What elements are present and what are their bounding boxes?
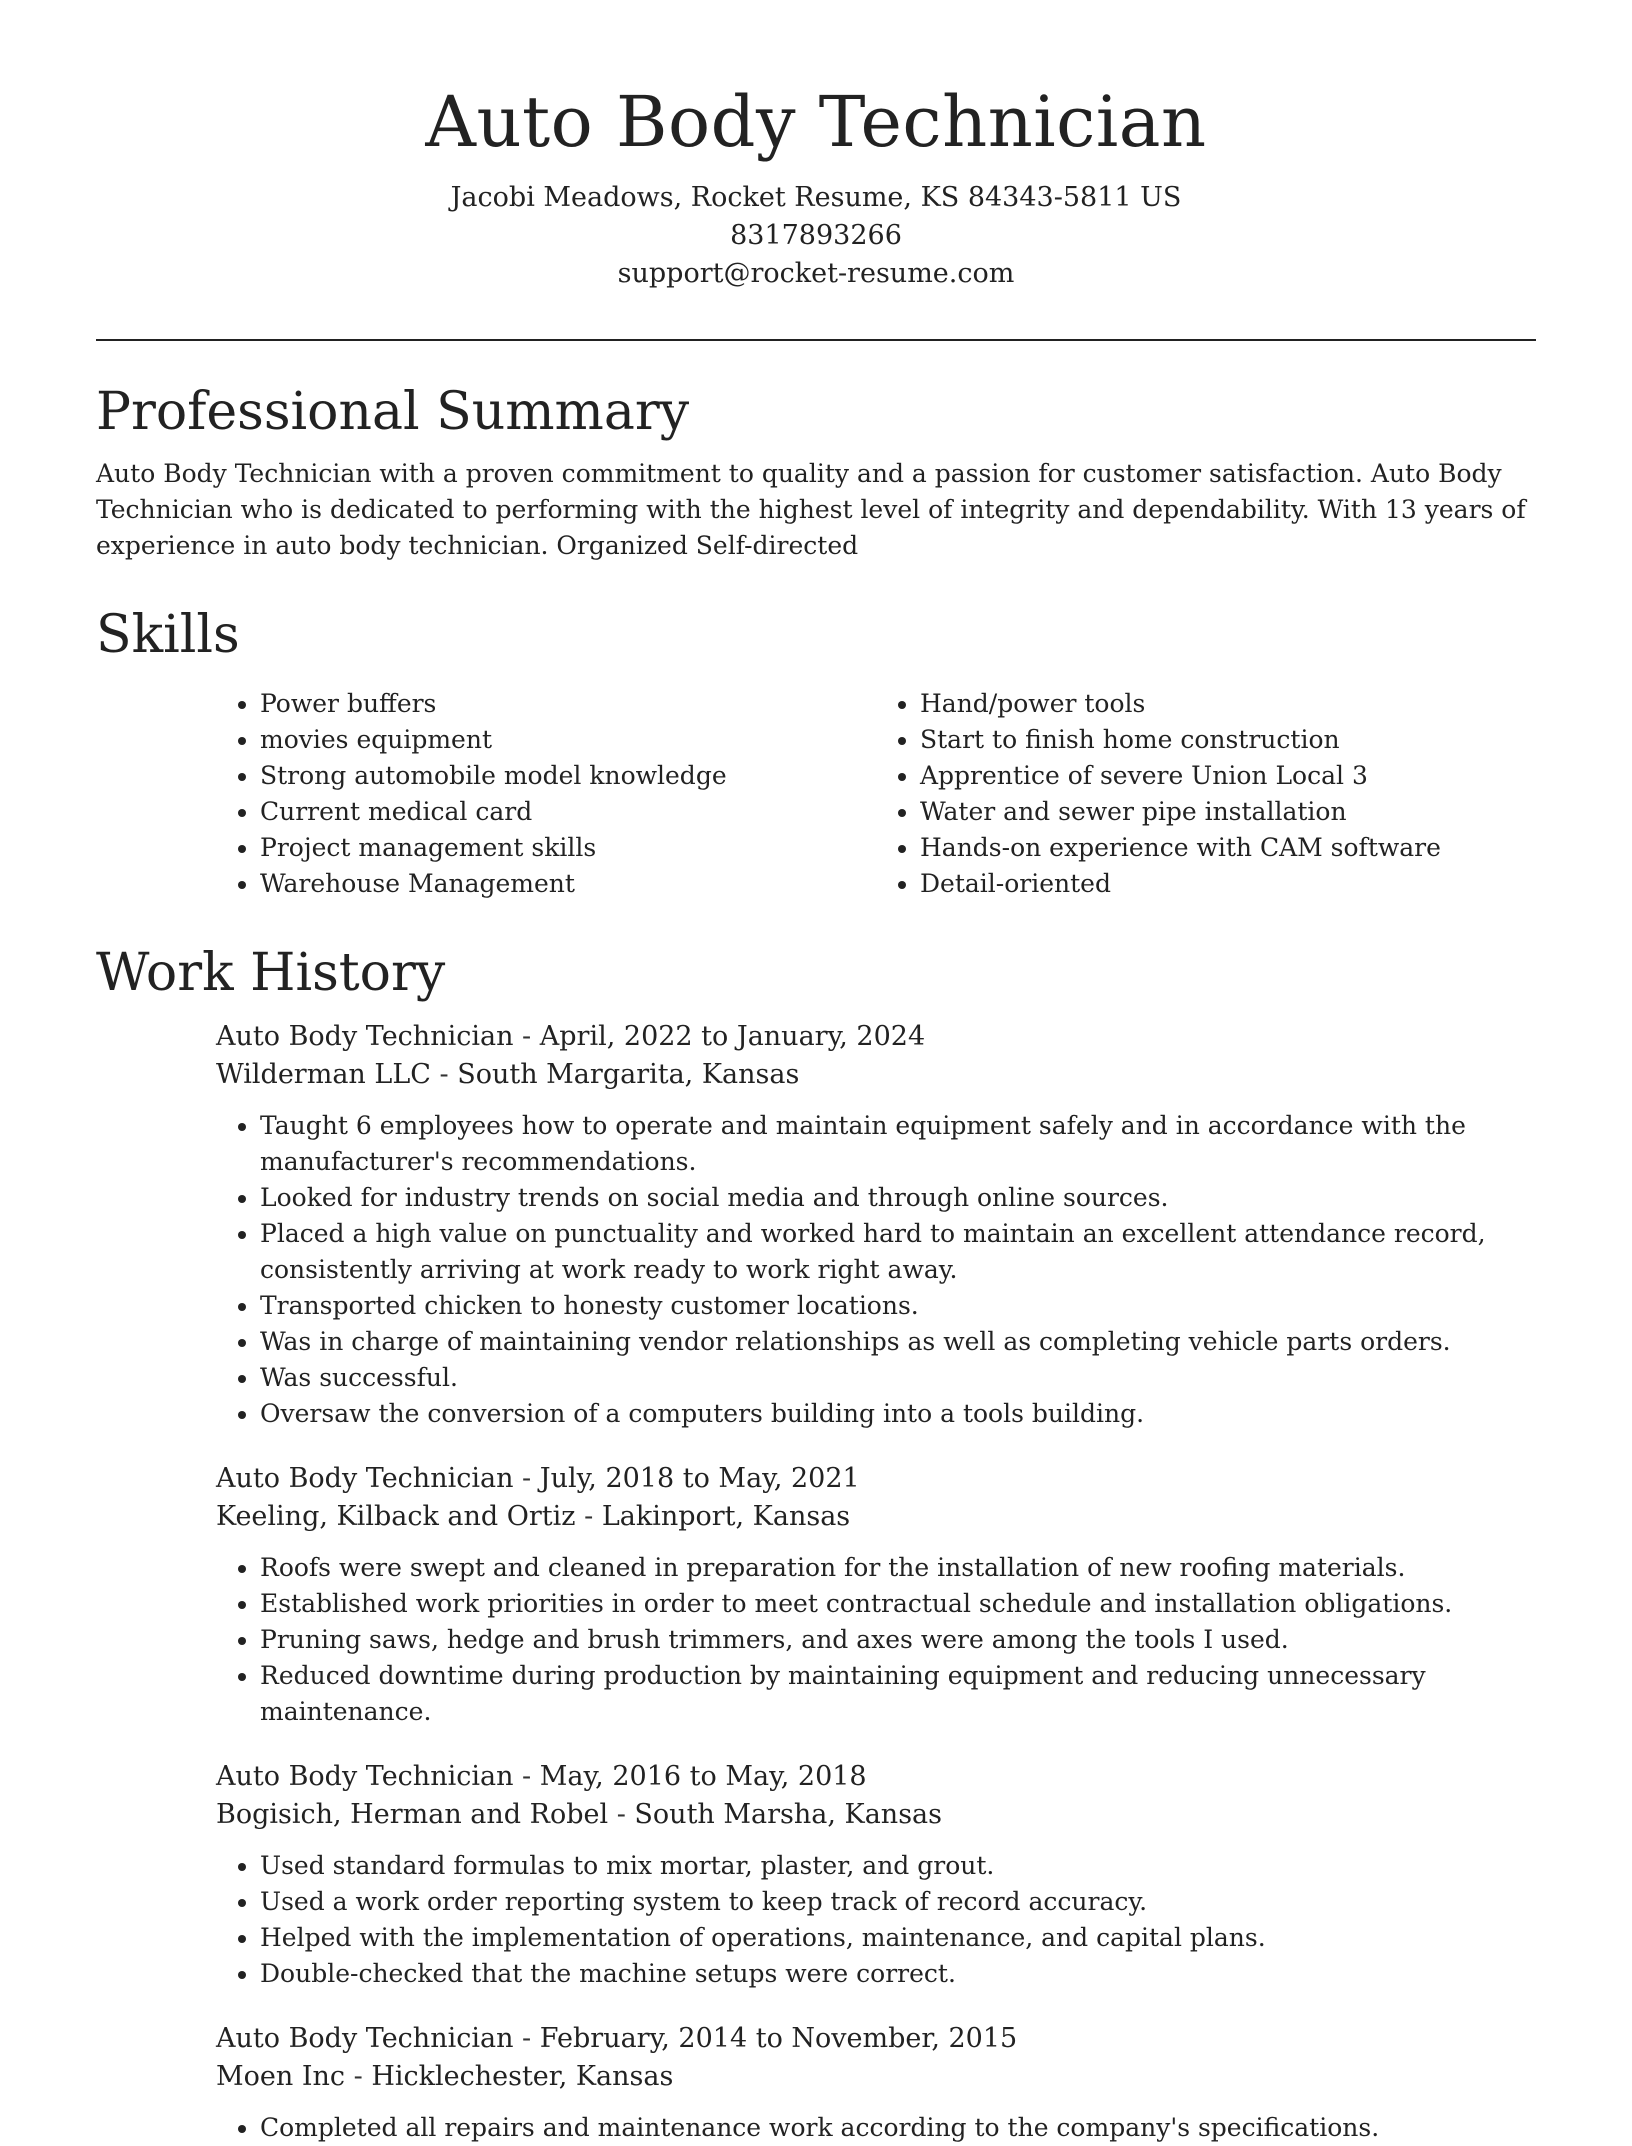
skill-item: • Current medical card [260,794,876,830]
job-company: Wilderman LLC [216,1058,431,1090]
skill-item: • Hand/power tools [920,686,1536,722]
job-company: Moen Inc [216,2060,346,2092]
job-bullet: • Transported chicken to honesty customer locations. [260,1288,1536,1324]
job-bullet: • Roofs were swept and cleaned in preparation for the installation of new roofing materials. [260,1550,1536,1586]
job-company: Keeling, Kilback and Ortiz [216,1500,576,1532]
job-role: Auto Body Technician [216,1760,514,1792]
skill-item: • Power buffers [260,686,876,722]
contact-email: support@rocket-resume.com [617,257,1015,289]
job-location: South Marsha, Kansas [634,1798,943,1830]
job-bullet: • Looked for industry trends on social media and through online sources. [260,1180,1536,1216]
work-history-title: Work History [96,943,446,1004]
jobs-list [216,1018,1536,2146]
summary-title: Professional Summary [96,381,690,442]
job-bullet: • Established work priorities in order to meet contractual schedule and installation obligations. [260,1586,1536,1622]
job-role: Auto Body Technician [216,1462,514,1494]
job-company-line: Moen Inc - Hicklechester, Kansas [216,2060,674,2092]
skills-section [96,606,1536,902]
job-bullets [216,1550,1536,1730]
skill-item: • Strong automobile model knowledge [260,758,876,794]
skill-item: • Apprentice of severe Union Local 3 [920,758,1536,794]
job-company: Bogisich, Herman and Robel [216,1798,609,1830]
summary-section [96,383,1536,565]
job-entry [216,1758,1536,1992]
job-dates: May, 2016 to May, 2018 [539,1760,867,1792]
job-entry [216,2020,1536,2146]
job-company-line: Wilderman LLC - South Margarita, Kansas [216,1058,800,1090]
skill-item: • Hands-on experience with CAM software [920,830,1536,866]
job-bullet: • Placed a high value on punctuality and worked hard to maintain an excellent attendance record, consistently arriving at work ready to work right away. [260,1216,1536,1288]
work-history-section [96,944,1536,2146]
skills-columns [216,680,1536,902]
skills-right-list [876,686,1536,902]
job-bullets [216,1108,1536,1432]
job-bullet: • Pruning saws, hedge and brush trimmers, and axes were among the tools I used. [260,1622,1536,1658]
job-title-line: Auto Body Technician - February, 2014 to November, 2015 [216,2022,1018,2054]
job-location: Hicklechester, Kansas [371,2060,674,2092]
header-divider [96,339,1536,341]
job-location: South Margarita, Kansas [457,1058,800,1090]
contact-phone: 8317893266 [730,219,902,251]
job-dates: April, 2022 to January, 2024 [539,1020,926,1052]
skill-item: • Warehouse Management [260,866,876,902]
skill-item: • movies equipment [260,722,876,758]
job-entry [216,1018,1536,1432]
job-dates: July, 2018 to May, 2021 [539,1462,860,1494]
job-title-line: Auto Body Technician - May, 2016 to May, 2018 [216,1760,867,1792]
job-bullet: • Was successful. [260,1360,1536,1396]
resume-header [0,0,1632,293]
job-title-line: Auto Body Technician - April, 2022 to January, 2024 [216,1020,926,1052]
job-entry [216,1460,1536,1730]
job-bullet: • Completed all repairs and maintenance work according to the company's specifications. [260,2110,1536,2146]
job-bullet: • Helped with the implementation of operations, maintenance, and capital plans. [260,1920,1536,1956]
job-role: Auto Body Technician [216,1020,514,1052]
skill-item: • Project management skills [260,830,876,866]
skills-title: Skills [96,605,240,666]
job-role: Auto Body Technician [216,2022,514,2054]
job-company-line: Bogisich, Herman and Robel - South Marsha, Kansas [216,1798,943,1830]
skill-item: • Detail-oriented [920,866,1536,902]
job-bullet: • Taught 6 employees how to operate and maintain equipment safely and in accordance with the manufacturer's recommendations. [260,1108,1536,1180]
resume-name: Auto Body Technician [425,81,1207,163]
job-dates: February, 2014 to November, 2015 [539,2022,1018,2054]
contact-block [0,179,1632,293]
job-company-line: Keeling, Kilback and Ortiz - Lakinport, Kansas [216,1500,851,1532]
job-bullet: • Was in charge of maintaining vendor relationships as well as completing vehicle parts orders. [260,1324,1536,1360]
skills-left-list [216,686,876,902]
job-bullet: • Oversaw the conversion of a computers building into a tools building. [260,1396,1536,1432]
job-bullet: • Double-checked that the machine setups were correct. [260,1956,1536,1992]
job-location: Lakinport, Kansas [601,1500,851,1532]
job-bullets [216,2110,1536,2146]
job-bullet: • Reduced downtime during production by maintaining equipment and reducing unnecessary maintenance. [260,1658,1536,1730]
skill-item: • Start to finish home construction [920,722,1536,758]
summary-text: Auto Body Technician with a proven commitment to quality and a passion for customer satisfaction. Auto Body Technician who is dedicated to performing with the highest level of integrity and dependability. With 13 years of experience in auto body technician. Organized Self-directed [96,459,1526,561]
job-title-line: Auto Body Technician - July, 2018 to May, 2021 [216,1462,860,1494]
contact-address: Jacobi Meadows, Rocket Resume, KS 84343-5811 US [450,181,1182,213]
job-bullet: • Used a work order reporting system to keep track of record accuracy. [260,1884,1536,1920]
skill-item: • Water and sewer pipe installation [920,794,1536,830]
job-bullet: • Used standard formulas to mix mortar, plaster, and grout. [260,1848,1536,1884]
job-bullets [216,1848,1536,1992]
